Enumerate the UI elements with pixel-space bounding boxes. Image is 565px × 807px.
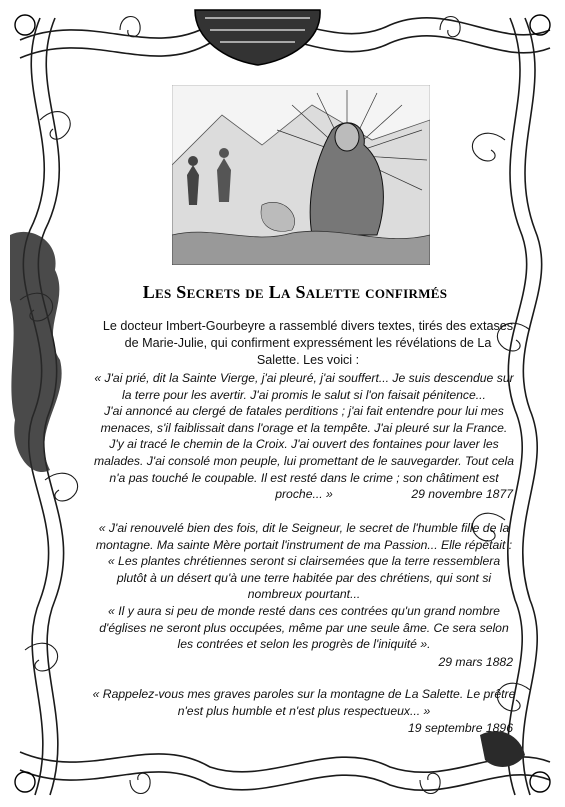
intro-paragraph: Le docteur Imbert-Gourbeyre a rassemblé divers textes, tirés des extases de Marie-Julie, qui confirment expressément les révélations de La Salette. Les voici : — [102, 319, 514, 367]
quote-date: 19 septembre 1896 — [407, 721, 513, 735]
quote-paragraph: « Il y aura si peu de monde resté dans ces contrées qu'un grand nombre d'églises ne seront plus occupées, même par une seule âme. Ce sera selon les contrées et selon les progrès de l'iniquité ». — [99, 603, 509, 652]
quote-block — [92, 370, 516, 503]
quote-date: 29 novembre 1877 — [411, 487, 513, 501]
quote-paragraph: J'ai annoncé au clergé de fatales perditions ; j'ai fait entendre pour lui mes menaces, s'il faiblissait dans l'orage et la tempête. J'ai pleuré sur la France. J'y ai tracé le chemin de la Croix. J'ai ouvert des fontaines pour laver les malades. J'ai consolé mon peuple, lui promettant de le sauvegarder. Tout cela n'a pas touché le coupable. Il est resté dans le crime ; son châtiment est proche... » — [93, 404, 515, 502]
quote-paragraph: « Les plantes chrétiennes seront si clairsemées que la terre ressemblera plutôt à un désert qu'à une terre habitée par des chrétiens, qui sont si nombreux pourtant... — [107, 554, 501, 602]
apparition-engraving — [172, 85, 430, 265]
quote-block — [92, 520, 516, 653]
quote-block — [92, 686, 516, 719]
quote-paragraph: « J'ai prié, dit la Sainte Vierge, j'ai pleuré, j'ai souffert... Je suis descendue sur la terre pour les avertir. J'ai promis le salut si l'on faisait pénitence... — [94, 371, 514, 402]
quote-paragraph: « J'ai renouvelé bien des fois, dit le Seigneur, le secret de l'humble fille de la montagne. Ma sainte Mère portait l'instrument de ma Passion... Elle répétait : — [95, 521, 513, 552]
quote-paragraph: « Rappelez-vous mes graves paroles sur la montagne de La Salette. Le prêtre n'est plus humble et n'est plus respectueux... » — [92, 687, 516, 718]
page-title: Les Secrets de La Salette confirmés — [142, 282, 448, 302]
quote-date: 29 mars 1882 — [438, 655, 513, 669]
